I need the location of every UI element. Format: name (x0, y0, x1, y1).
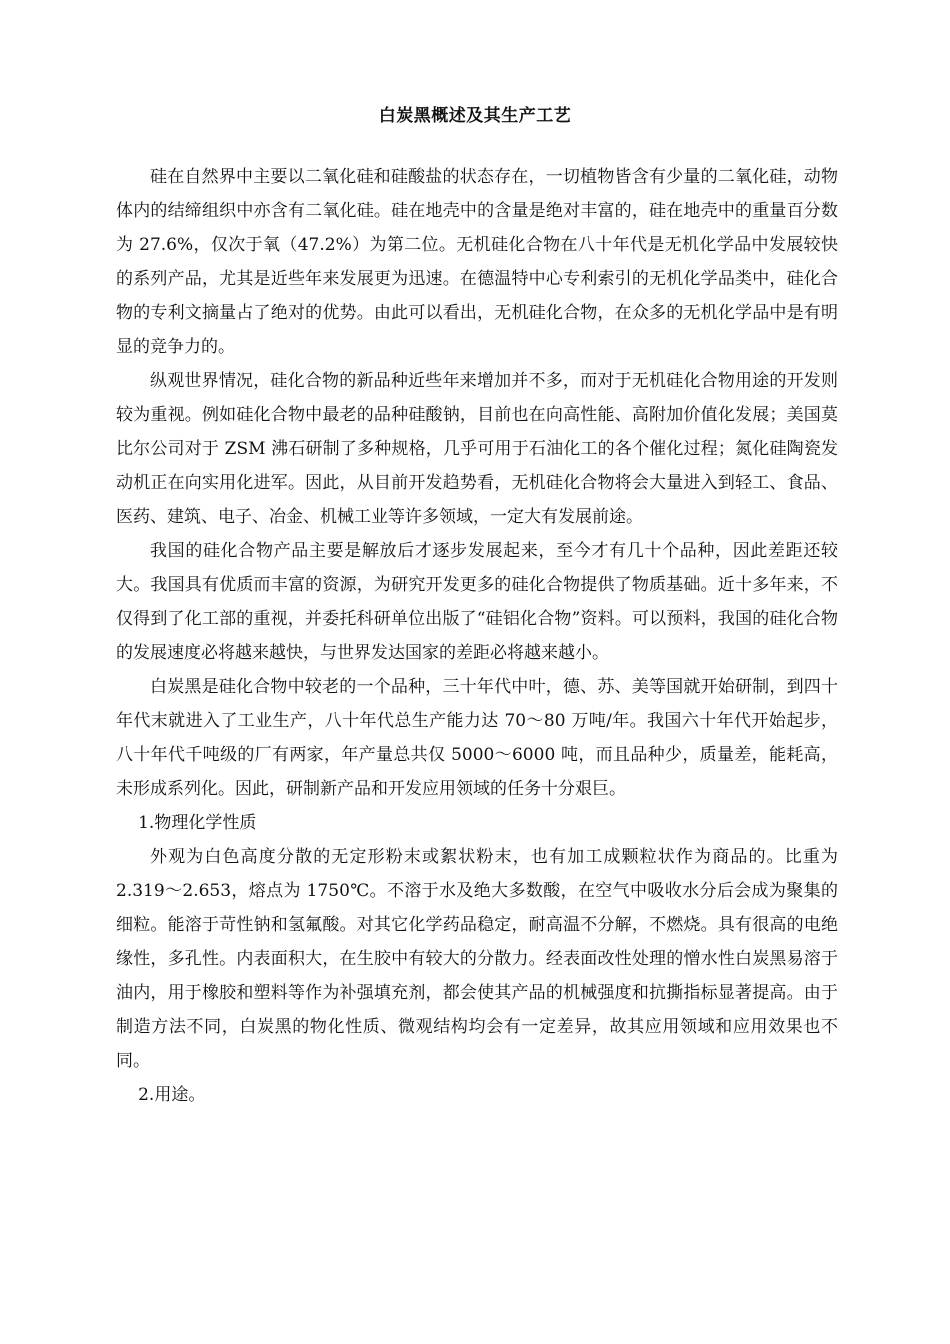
paragraph-physical-chemical-properties: 外观为白色高度分散的无定形粉末或絮状粉末，也有加工成颗粒状作为商品的。比重为 2.319～2.653，熔点为 1750℃。不溶于水及绝大多数酸，在空气中吸收水分后会成为聚集的细粒。能溶于苛性钠和氢氟酸。对其它化学药品稳定，耐高温不分解，不燃烧。具有很高的电绝缘性，多孔性。内表面积大，在生胶中有较大的分散力。经表面改性处理的憎水性白炭黑易溶于油内，用于橡胶和塑料等作为补强填充剂，都会使其产品的机械强度和抗撕指标显著提高。由于制造方法不同，白炭黑的物化性质、微观结构均会有一定差异，故其应用领域和应用效果也不同。 (116, 847, 838, 1071)
paragraph-silicon-overview: 硅在自然界中主要以二氧化硅和硅酸盐的状态存在，一切植物皆含有少量的二氧化硅，动物体内的结缔组织中亦含有二氧化硅。硅在地壳中的含量是绝对丰富的，硅在地壳中的重量百分数为 27.6%，仅次于氧（47.2%）为第二位。无机硅化合物在八十年代是无机化学品中发展较快的系列产品，尤其是近些年来发展更为迅速。在德温特中心专利索引的无机化学品类中，硅化合物的专利文摘量占了绝对的优势。由此可以看出，无机硅化合物，在众多的无机化学品中是有明显的竞争力的。 (116, 167, 838, 357)
section-heading-uses: 2.用途。 (138, 1085, 206, 1105)
document-title: 白炭黑概述及其生产工艺 (378, 106, 572, 126)
document-body (116, 160, 838, 1112)
section-heading-properties: 1.物理化学性质 (138, 813, 257, 833)
paragraph-world-situation: 纵观世界情况，硅化合物的新品种近些年来增加并不多，而对于无机硅化合物用途的开发则较为重视。例如硅化合物中最老的品种硅酸钠，目前也在向高性能、高附加价值化发展；美国莫比尔公司对于 ZSM 沸石研制了多种规格，几乎可用于石油化工的各个催化过程；氮化硅陶瓷发动机正在向实用化进军。因此，从目前开发趋势看，无机硅化合物将会大量进入到轻工、食品、医药、建筑、电子、冶金、机械工业等许多领域，一定大有发展前途。 (116, 371, 838, 527)
paragraph-china-development: 我国的硅化合物产品主要是解放后才逐步发展起来，至今才有几十个品种，因此差距还较大。我国具有优质而丰富的资源，为研究开发更多的硅化合物提供了物质基础。近十多年来，不仅得到了化工部的重视，并委托科研单位出版了“硅铝化合物”资料。可以预料，我国的硅化合物的发展速度必将越来越快，与世界发达国家的差距必将越来越小。 (116, 541, 838, 663)
paragraph-white-carbon-black-history: 白炭黑是硅化合物中较老的一个品种，三十年代中叶，德、苏、美等国就开始研制，到四十年代末就进入了工业生产，八十年代总生产能力达 70～80 万吨/年。我国六十年代开始起步，八十年代千吨级的厂有两家，年产量总共仅 5000～6000 吨，而且品种少，质量差，能耗高，未形成系列化。因此，研制新产品和开发应用领域的任务十分艰巨。 (116, 677, 838, 799)
